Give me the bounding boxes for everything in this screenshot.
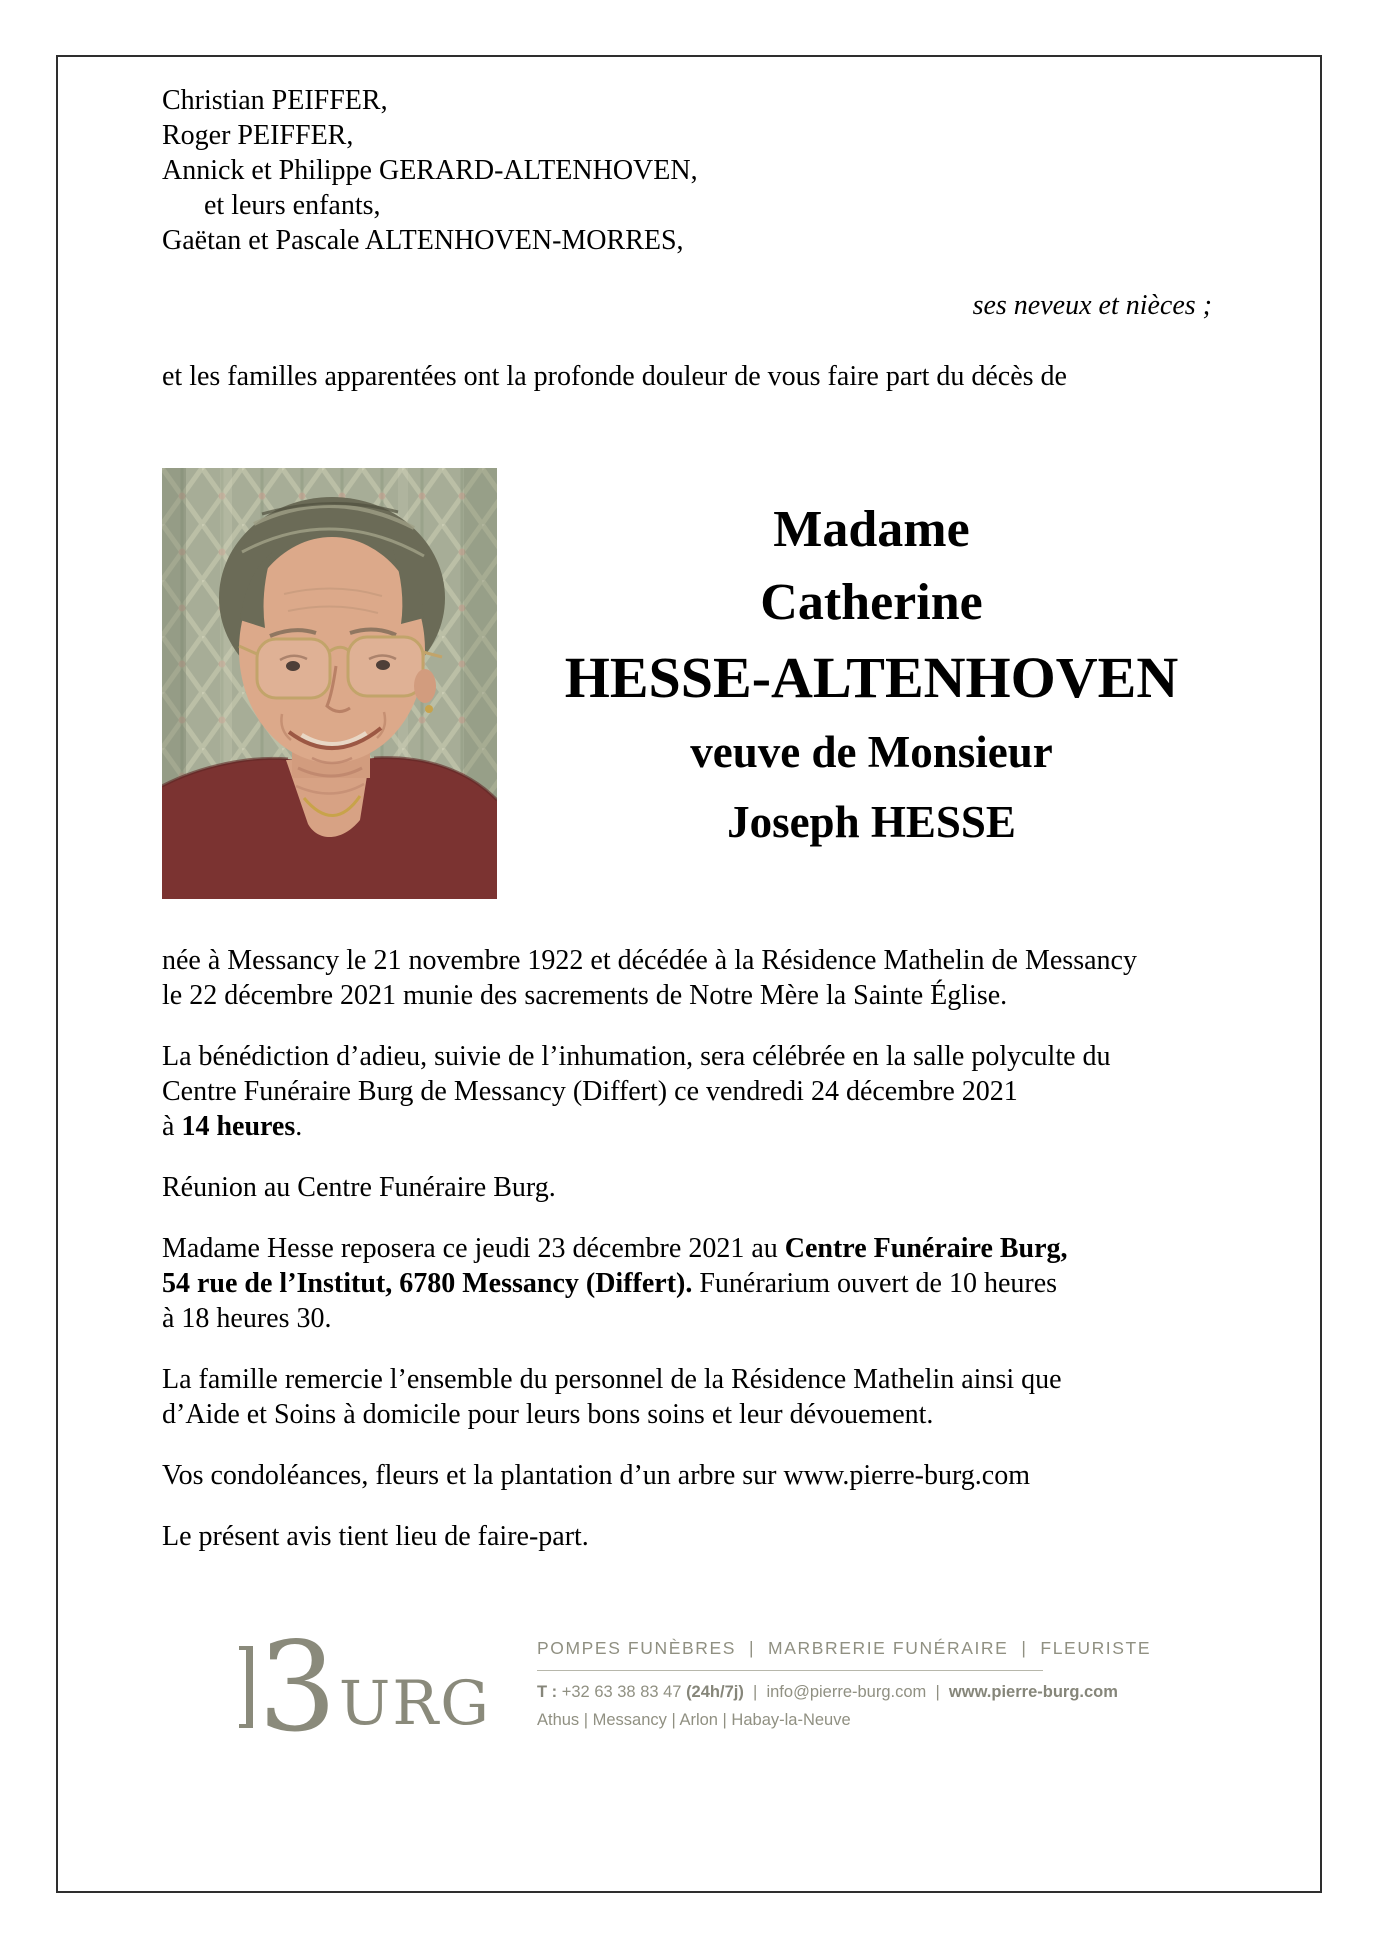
photo-and-name-row <box>162 468 1212 899</box>
paragraph-line <box>162 943 1212 978</box>
text-segment: Centre Funéraire Burg, <box>784 1233 1068 1264</box>
paragraph-line <box>162 1362 1212 1397</box>
paragraph-line <box>162 1519 1212 1554</box>
text-segment: née à Messancy le 21 novembre 1922 et décédée à la Résidence Mathelin de Messancy <box>162 945 1137 976</box>
text-segment: Réunion au Centre Funéraire Burg. <box>162 1172 556 1203</box>
text-segment: Le présent avis tient lieu de faire-part. <box>162 1521 589 1552</box>
paragraph <box>162 1231 1212 1336</box>
paragraph-line <box>162 1301 1212 1336</box>
deceased-title-line: Madame <box>773 501 970 558</box>
footer-contact-line <box>537 1683 1151 1702</box>
text-segment: La bénédiction d’adieu, suivie de l’inhumation, sera célébrée en la salle polyculte du <box>162 1041 1111 1072</box>
paragraph-line <box>162 1109 1212 1144</box>
family-name-line: Annick et Philippe GERARD-ALTENHOVEN, <box>162 155 698 186</box>
burg-logo <box>240 1615 491 1760</box>
paragraph <box>162 1519 1212 1554</box>
deceased-title-line: HESSE-ALTENHOVEN <box>564 645 1179 710</box>
paragraph <box>162 1458 1212 1493</box>
paragraph <box>162 1362 1212 1432</box>
text-segment: 14 heures <box>181 1111 296 1142</box>
paragraph-line <box>162 1397 1212 1432</box>
family-name-line: et leurs enfants, <box>204 190 381 221</box>
text-segment: Vos condoléances, fleurs et la plantation d’un arbre sur www.pierre-burg.com <box>162 1460 1030 1491</box>
text-segment: (24h/7j) <box>686 1683 744 1701</box>
text-segment: le 22 décembre 2021 munie des sacrements de Notre Mère la Sainte Église. <box>162 980 1008 1011</box>
relation-note: ses neveux et nièces ; <box>972 290 1212 321</box>
text-segment: La famille remercie l’ensemble du personnel de la Résidence Mathelin ainsi que <box>162 1364 1062 1395</box>
paragraph-line <box>162 1039 1212 1074</box>
body-paragraphs <box>162 943 1212 1554</box>
burg-logo-mark-icon: 3 <box>258 1615 337 1760</box>
paragraph-line <box>162 1170 1212 1205</box>
intro-line: et les familles apparentées ont la profonde douleur de vous faire part du décès de <box>162 361 1067 392</box>
text-segment: +32 63 38 83 47 <box>557 1683 687 1701</box>
footer <box>58 1615 1320 1760</box>
family-name-line: Gaëtan et Pascale ALTENHOVEN-MORRES, <box>162 225 684 256</box>
text-segment: T : <box>536 1683 558 1701</box>
footer-divider <box>537 1670 1043 1671</box>
paragraph-line <box>162 1266 1212 1301</box>
footer-services-line: POMPES FUNÈBRES | MARBRERIE FUNÉRAIRE | FLEURISTE <box>536 1638 1152 1658</box>
deceased-portrait-photo <box>162 468 497 899</box>
family-names-list <box>162 83 1212 258</box>
paragraph-line <box>162 1074 1212 1109</box>
text-segment: | info@pierre-burg.com | <box>743 1683 949 1701</box>
obituary-page <box>56 55 1322 1893</box>
text-segment: Centre Funéraire Burg de Messancy (Differt) ce vendredi 24 décembre 2021 <box>162 1076 1018 1107</box>
footer-info-block <box>537 1638 1151 1732</box>
paragraph-line <box>162 978 1212 1013</box>
text-segment: www.pierre-burg.com <box>948 1683 1118 1701</box>
text-segment: Madame Hesse reposera ce jeudi 23 décembre 2021 au <box>162 1233 785 1264</box>
paragraph-line <box>162 1231 1212 1266</box>
paragraph <box>162 1170 1212 1205</box>
text-segment: Funérarium ouvert de 10 heures <box>692 1268 1058 1299</box>
text-segment: . <box>295 1111 303 1142</box>
paragraph-line <box>162 1458 1212 1493</box>
text-segment: à 18 heures 30. <box>162 1303 332 1334</box>
page-content <box>58 57 1320 1554</box>
text-segment: 54 rue de l’Institut, 6780 Messancy (Differt). <box>162 1268 693 1299</box>
deceased-title-line: Joseph HESSE <box>727 797 1016 847</box>
portrait-illustration <box>162 468 497 899</box>
deceased-title-line: Catherine <box>760 574 983 631</box>
burg-logo-stem-icon <box>246 1646 253 1728</box>
family-name-line: Roger PEIFFER, <box>162 120 354 151</box>
deceased-title-line: veuve de Monsieur <box>690 727 1053 777</box>
family-name-line: Christian PEIFFER, <box>162 85 388 116</box>
text-segment: d’Aide et Soins à domicile pour leurs bons soins et leur dévouement. <box>162 1399 934 1430</box>
deceased-name-block <box>497 468 1212 857</box>
paragraph <box>162 1039 1212 1144</box>
burg-logo-text: URG <box>338 1667 491 1739</box>
text-segment: à <box>162 1111 182 1142</box>
footer-cities-line: Athus | Messancy | Arlon | Habay-la-Neuve <box>536 1711 851 1729</box>
paragraph <box>162 943 1212 1013</box>
